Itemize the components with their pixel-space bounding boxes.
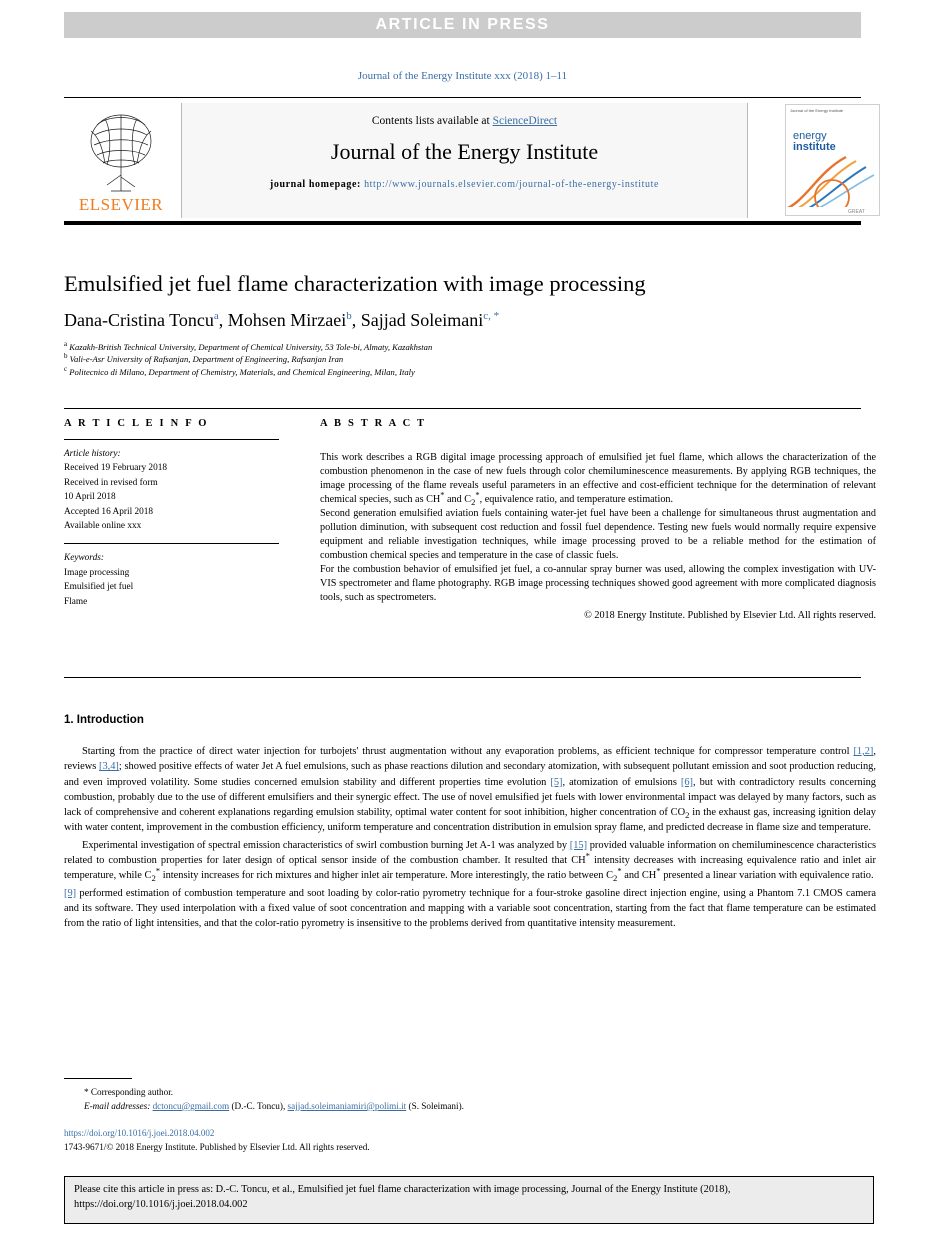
citation-ref-5[interactable]: [5] [550,776,563,788]
author-affil-mark-2: b [346,310,352,322]
page-title: Emulsified jet fuel flame characterization with image processing [64,271,646,296]
article-info-block [64,418,284,609]
email-owner-2: (S. Soleimani). [408,1100,464,1111]
author-affil-mark-3: c, * [483,310,500,322]
energy-institute-logo-top-text: Journal of the Energy Institute [790,108,844,113]
doi-link[interactable]: https://doi.org/10.1016/j.joei.2018.04.002 [64,1128,215,1138]
affiliation-item [64,353,864,365]
abstract-copyright: © 2018 Energy Institute. Published by Elsevier Ltd. All rights reserved. [584,609,876,621]
keyword-item: Flame [64,596,88,607]
affiliation-text-a: Kazakh-British Technical University, Department of Chemical University, 53 Tole-bi, Almaty, Kazakhstan [69,342,433,352]
corresponding-author-note: * Corresponding author. [84,1087,174,1097]
article-in-press-label: ARTICLE IN PRESS [375,16,550,33]
abstract-paragraph: For the combustion behavior of emulsified jet fuel, a co-annular spray burner was used, allowing the complex investigation with UV-VIS spectrometer and flame photography. RGB image processing techniques showed good agreement with more complicated diagnosis tools, such as spectrometers. [320,563,876,603]
affiliation-text-b: Vali-e-Asr University of Rafsanjan, Department of Engineering, Rafsanjan Iran [69,354,344,365]
elsevier-logo [66,105,176,217]
body-p1-seg1: Starting from the practice of direct water injection for turbojets' thrust augmentation without any evaporation problems, as efficient technique for compressor temperature control [82,746,854,757]
abstract-paragraph: Second generation emulsified aviation fuels containing water-jet fuel have been a challenge for simultaneous thrust augmentation and pollution diminution, with subsequent cost reduction and fossil fuel dependence. Testing new fuels would normally require expensive equipment and reliable investigation techniques, while image processing proved to be a reliable method for the estimation of combustion chemical species and temperature in the case of classic fuels. [320,507,876,561]
abstract-paragraph: This work describes a RGB digital image processing approach of emulsified jet fuel flame, which allows the characterization of the combustion phenomenon in the case of new fuels through color chemiluminescence measurements. By applying RGB techniques, the image processing of the flame reveals useful parameters in an effective and cost-efficient technique for the determination of relevant chemical species, such as CH* and $C_2^*$, equivalence ratio, and temperature estimation. [320,452,876,507]
running-head [0,70,925,82]
contents-prefix: Contents lists available at [371,115,493,127]
keywords-list [64,551,284,609]
footnote-rule [64,1078,132,1079]
energy-institute-swoosh-icon [786,153,879,215]
affiliation-list [64,341,864,378]
footnote-block [64,1086,864,1114]
info-block-rule-bottom [64,677,861,678]
body-paragraph-1 [64,744,876,836]
masthead-center-panel [181,103,748,218]
section-heading-introduction: 1. Introduction [64,714,144,726]
author-affil-mark-1: a [213,310,219,322]
affiliation-mark-a: a [64,340,68,349]
affiliation-mark-b: b [64,352,68,361]
article-history-item: Accepted 16 April 2018 [64,506,154,517]
citation-notice-text: Please cite this article in press as: D.-C. Toncu, et al., Emulsified jet fuel flame characterization with image processing, Journal of the Energy Institute (2018), https://doi.org/10.1016/j.joei.2018.04.002 [74,1184,731,1210]
doi-link-wrapper [64,1128,214,1138]
article-history-item: Received 19 February 2018 [64,463,168,474]
article-in-press-banner [64,12,861,38]
email-owner-1: (D.-C. Toncu), [231,1100,286,1111]
keywords-label: Keywords: [64,553,104,564]
affiliation-text-c: Politecnico di Milano, Department of Chemistry, Materials, and Chemical Engineering, Milan, Italy [69,366,415,377]
energy-institute-word-institute: institute [793,141,836,153]
body-p1-seg4: , atomization of emulsions [562,776,681,788]
citation-ref-6[interactable]: [6] [680,776,694,788]
affiliation-mark-c: c [64,365,68,374]
citation-notice-box [64,1176,874,1224]
article-info-heading: A R T I C L E I N F O [64,418,209,429]
body-p2-seg2: provided valuable information on chemiluminescence characteristics related to combustion properties for later design of optical sensor inside of the combustion chamber. It resulted that CH* intensity decreases with increasing equivalence ratio and inlet air temperature, while $C_2^*$ intensity increases for rich mixtures and higher inlet air temperature. More interestingly, the ratio between $C_2^*$ and CH* presented a linear variation with equivalence ratio. [64,839,876,884]
article-history-item: Received in revised form [64,477,158,488]
citation-ref-9[interactable]: [9] [64,887,77,899]
body-paragraph-2 [64,838,876,884]
author-name-3: Sajjad Soleimani [360,310,484,330]
journal-homepage-link[interactable]: http://www.journals.elsevier.com/journal-of-the-energy-institute [364,179,660,190]
affiliation-item [64,366,864,378]
article-history [64,447,284,533]
citation-ref-15[interactable]: [15] [569,839,588,851]
body-p1-seg5: , but with contradictory results concerning combustion, probably due to the use of different emulsifiers and their synergic effect. The use of novel emulsified jet fuels with lower environmental impact was delayed by many factors, such as lack of comprehensive and coherent explanations regarding emulsion stability, optimal water content for soot inhibition, higher concentration of $CO_2$ in the exhaust gas, increasing ignition delay with water content, improvement in the combustion efficiency, uniform temperature and concentration distribution in emulsion spray flame, and predicted decrease in flame size and temperature. [64,776,876,834]
energy-institute-word-energy: energy [793,130,827,142]
journal-title: Journal of the Energy Institute [330,139,599,164]
email-addresses-label: E-mail addresses: [84,1100,151,1111]
masthead-rule-bottom [64,221,861,225]
keyword-item: Emulsified jet fuel [64,582,134,593]
article-history-item: 10 April 2018 [64,492,116,503]
keyword-item: Image processing [64,567,130,578]
journal-homepage-label: journal homepage: [269,179,361,190]
email-link-2[interactable]: sajjad.soleimaniamiri@polimi.it [287,1100,407,1111]
article-info-divider [64,439,279,440]
affiliation-item [64,341,864,353]
body-p1-seg3: ; showed positive effects of water Jet A fuel emulsions, such as phase reactions dilution and secondary atomization, with subsequent pollutant emission and soot production reducing, and even improved volatility. Some studies concerned emulsion stability and different properties time evolution [64,761,876,788]
email-link-1[interactable]: dctoncu@gmail.com [152,1100,230,1111]
sciencedirect-link[interactable]: ScienceDirect [492,115,558,127]
body-p3-seg1: performed estimation of combustion temperature and soot loading by color-ratio pyrometry technique for a four-stroke gasoline direct injection engine, using a Phantom 7.1 CMOS camera and its software. They used interpolation with a fixed value of soot concentration and mapping with a variable soot concentration, starting from the fact that flame temperature can be estimated from the ratio of light intensities, and that the color-ratio pyrometry is insensitive to the problems derived from quantitative intensity measurement. [64,887,876,930]
article-history-item: Available online xxx [64,521,142,532]
author-list: Dana-Cristina Toncu$^a$, Mohsen Mirzaei$^b$, Sajjad Soleimani$^{c, *}$ [64,310,500,330]
elsevier-tree-icon [67,105,175,197]
abstract-heading: A B S T R A C T [320,418,427,429]
journal-homepage-line [182,179,747,190]
energy-institute-logo [785,104,880,216]
running-head-text: Journal of the Energy Institute xxx (2018) 1–11 [357,70,568,82]
keywords-divider [64,543,279,544]
abstract-block [320,418,876,623]
body-p1-seg2: , reviews [64,746,876,773]
author-name-2: Mohsen Mirzaei [227,310,347,330]
elsevier-wordmark: ELSEVIER [78,195,164,214]
body-paragraph-3 [64,886,876,932]
masthead-rule-top [64,97,861,98]
abstract-body [320,451,876,623]
email-addresses-note [64,1100,864,1114]
citation-ref-1-2[interactable]: [1,2] [853,746,874,757]
issn-copyright-line: 1743-9671/© 2018 Energy Institute. Published by Elsevier Ltd. All rights reserved. [64,1142,370,1152]
svg-text:GREAT: GREAT [848,209,865,215]
energy-institute-wordmark [793,131,836,153]
body-p2-seg1: Experimental investigation of spectral emission characteristics of swirl combustion burning Jet A-1 was analyzed by [82,839,570,851]
info-block-rule-top [64,408,861,409]
article-history-label: Article history: [64,449,121,459]
contents-available-line [182,115,747,127]
journal-masthead [64,97,865,225]
author-name-1: Dana-Cristina Toncu [64,310,214,330]
body-text [64,744,876,934]
citation-ref-3-4[interactable]: [3,4] [98,761,119,773]
